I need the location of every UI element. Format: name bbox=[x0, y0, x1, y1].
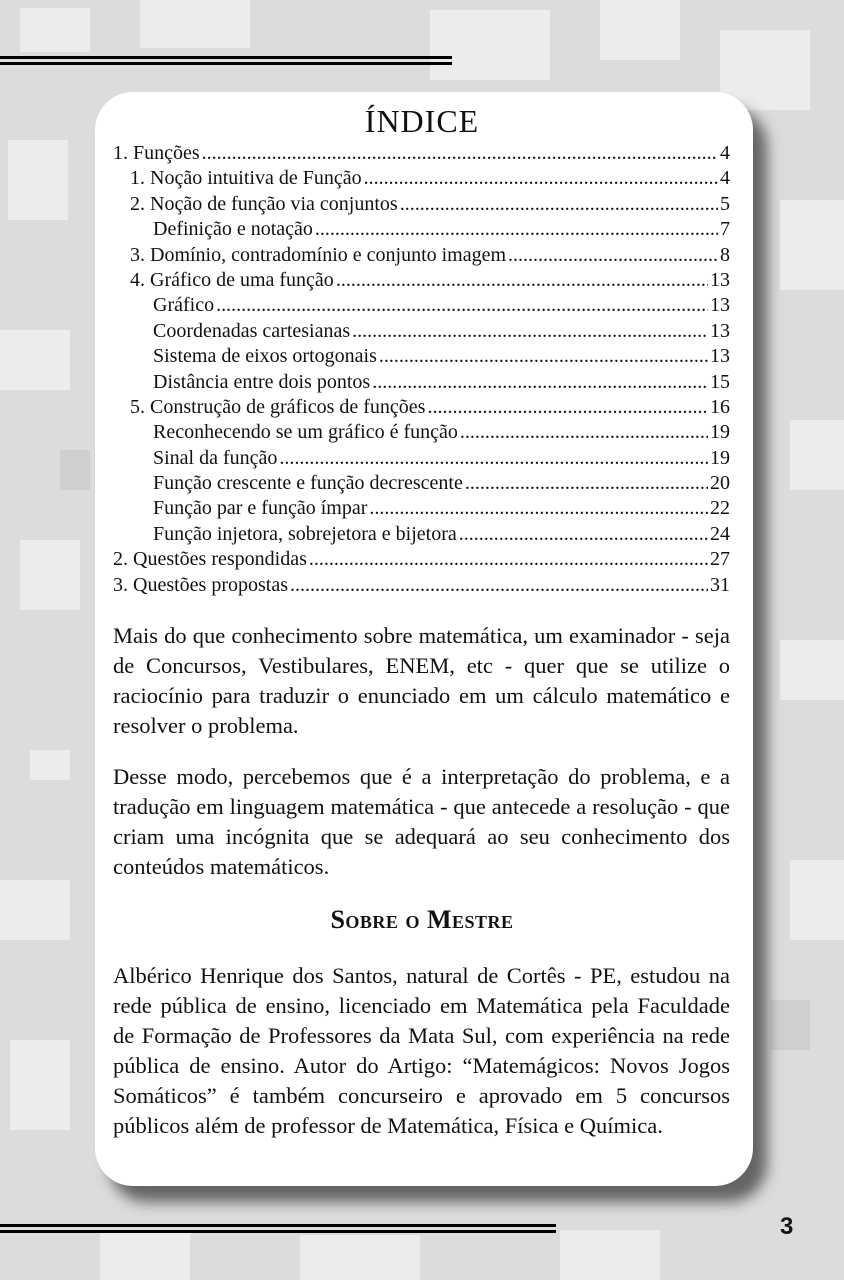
toc-entry-label: 3. Questões propostas bbox=[113, 573, 288, 596]
toc-leader-dots bbox=[336, 268, 708, 293]
toc-entry-label: 2. Questões respondidas bbox=[113, 548, 307, 571]
background-square bbox=[0, 330, 70, 390]
toc-leader-dots bbox=[216, 293, 708, 318]
toc-entry-page: 20 bbox=[710, 472, 730, 495]
toc-entry-page: 19 bbox=[710, 421, 730, 444]
background-square bbox=[560, 1230, 660, 1280]
toc-entry-page: 31 bbox=[710, 573, 730, 596]
intro-paragraph-1: Mais do que conhecimento sobre matemática, um examinador - seja de Concursos, Vestibulares, ENEM, etc - quer que se utilize o raciocínio para traduzir o enunciado em um cálculo matemático e resolver o problema. bbox=[113, 623, 730, 738]
toc-leader-dots bbox=[508, 243, 718, 268]
toc-entry-label: Definição e notação bbox=[153, 218, 313, 241]
toc-entry[interactable] bbox=[113, 370, 730, 395]
toc-entry-page: 5 bbox=[720, 192, 730, 215]
toc-entry-page: 19 bbox=[710, 446, 730, 469]
toc-leader-dots bbox=[364, 166, 718, 191]
toc-entry[interactable] bbox=[113, 344, 730, 369]
background-square bbox=[20, 8, 90, 52]
background-square bbox=[430, 10, 550, 80]
toc-entry[interactable] bbox=[113, 446, 730, 471]
toc-entry-label: Função injetora, sobrejetora e bijetora bbox=[153, 522, 457, 545]
toc-leader-dots bbox=[352, 319, 708, 344]
toc-entry[interactable] bbox=[113, 243, 730, 268]
toc-entry-label: Sistema de eixos ortogonais bbox=[153, 345, 377, 368]
toc-entry-label: 1. Noção intuitiva de Função bbox=[130, 167, 362, 190]
background-square bbox=[600, 0, 680, 60]
toc-entry-page: 8 bbox=[720, 243, 730, 266]
toc-leader-dots bbox=[379, 344, 708, 369]
toc-entry[interactable] bbox=[113, 547, 730, 572]
toc-entry-page: 27 bbox=[710, 548, 730, 571]
toc-entry-page: 16 bbox=[710, 395, 730, 418]
toc-leader-dots bbox=[279, 446, 708, 471]
toc-entry-label: Sinal da função bbox=[153, 446, 278, 469]
toc-leader-dots bbox=[427, 395, 708, 420]
toc-entry[interactable] bbox=[113, 268, 730, 293]
toc-leader-dots bbox=[372, 370, 708, 395]
toc-entry-label: 5. Construção de gráficos de funções bbox=[130, 395, 426, 418]
background-square bbox=[8, 140, 68, 220]
toc-leader-dots bbox=[400, 192, 718, 217]
toc-entry-page: 7 bbox=[720, 218, 730, 241]
background-square bbox=[300, 1235, 420, 1280]
toc-entry-page: 13 bbox=[710, 268, 730, 291]
toc-entry[interactable] bbox=[113, 217, 730, 242]
toc-entry[interactable] bbox=[113, 471, 730, 496]
toc-leader-dots bbox=[460, 420, 708, 445]
top-rule bbox=[0, 62, 452, 65]
toc-entry[interactable] bbox=[113, 496, 730, 521]
toc-entry-label: Função par e função ímpar bbox=[153, 497, 368, 520]
toc-entry-label: Função crescente e função decrescente bbox=[153, 472, 463, 495]
background-square bbox=[770, 1000, 810, 1050]
toc-leader-dots bbox=[290, 573, 708, 598]
toc-leader-dots bbox=[459, 522, 708, 547]
toc-entry[interactable] bbox=[113, 141, 730, 166]
background-square bbox=[60, 450, 90, 490]
toc-entry-page: 24 bbox=[710, 522, 730, 545]
toc-entry-label: Coordenadas cartesianas bbox=[153, 319, 351, 342]
bottom-rule bbox=[0, 1230, 556, 1233]
toc-entry[interactable] bbox=[113, 319, 730, 344]
toc-entry[interactable] bbox=[113, 522, 730, 547]
toc-entry-page: 4 bbox=[720, 142, 730, 164]
toc-leader-dots bbox=[309, 547, 708, 572]
about-paragraph: Albérico Henrique dos Santos, natural de Cortês - PE, estudou na rede pública de ensino, licenciado em Matemática pela Faculdade de Formação de Professores da Mata Sul, com experiência na rede pública de ensino. Autor do Artigo: “Matemágicos: Novos Jogos Somáticos” é também concurseiro e aprovado em 5 concursos públicos além de professor de Matemática, Física e Química. bbox=[113, 963, 730, 1138]
toc-entry-page: 4 bbox=[720, 167, 730, 190]
toc-entry-page: 13 bbox=[710, 345, 730, 368]
about-title: Sobre o Mestre bbox=[330, 905, 514, 934]
intro-paragraph-2: Desse modo, percebemos que é a interpretação do problema, e a tradução em linguagem matemática - que antecede a resolução - que criam uma incógnita que se adequará ao seu conhecimento dos conteúdos matemáticos. bbox=[113, 764, 730, 879]
toc-entry[interactable] bbox=[113, 166, 730, 191]
toc-title: ÍNDICE bbox=[364, 103, 480, 139]
toc-entry-page: 22 bbox=[710, 497, 730, 520]
toc-entry[interactable] bbox=[113, 573, 730, 598]
bottom-rule bbox=[0, 1224, 556, 1227]
page-number: 3 bbox=[780, 1213, 794, 1240]
toc-entry-label: 1. Funções bbox=[113, 142, 200, 164]
toc-leader-dots bbox=[315, 217, 718, 242]
top-rule bbox=[0, 56, 452, 59]
background-square bbox=[140, 0, 250, 48]
toc-entry-label: 2. Noção de função via conjuntos bbox=[130, 192, 398, 215]
toc-entry[interactable] bbox=[113, 293, 730, 318]
background-square bbox=[100, 1230, 190, 1280]
toc-leader-dots bbox=[369, 496, 708, 521]
toc-entry-page: 15 bbox=[710, 370, 730, 393]
background-square bbox=[780, 200, 844, 290]
toc-entry[interactable] bbox=[113, 192, 730, 217]
toc-entry-label: Reconhecendo se um gráfico é função bbox=[153, 421, 458, 444]
background-square bbox=[790, 420, 844, 490]
toc-leader-dots bbox=[465, 471, 708, 496]
toc-entry-label: Distância entre dois pontos bbox=[153, 370, 371, 393]
toc-entry[interactable] bbox=[113, 395, 730, 420]
toc-entry-label: Gráfico bbox=[153, 294, 215, 317]
background-square bbox=[10, 1040, 70, 1130]
toc-entry[interactable] bbox=[113, 420, 730, 445]
toc-leader-dots bbox=[202, 141, 718, 166]
toc-entry-label: 4. Gráfico de uma função bbox=[130, 268, 334, 291]
toc-entry-label: 3. Domínio, contradomínio e conjunto imagem bbox=[130, 243, 507, 266]
toc-entry-page: 13 bbox=[710, 319, 730, 342]
background-square bbox=[20, 540, 80, 610]
toc-entry-page: 13 bbox=[710, 294, 730, 317]
background-square bbox=[30, 750, 70, 780]
background-square bbox=[780, 640, 844, 700]
table-of-contents bbox=[113, 141, 730, 598]
